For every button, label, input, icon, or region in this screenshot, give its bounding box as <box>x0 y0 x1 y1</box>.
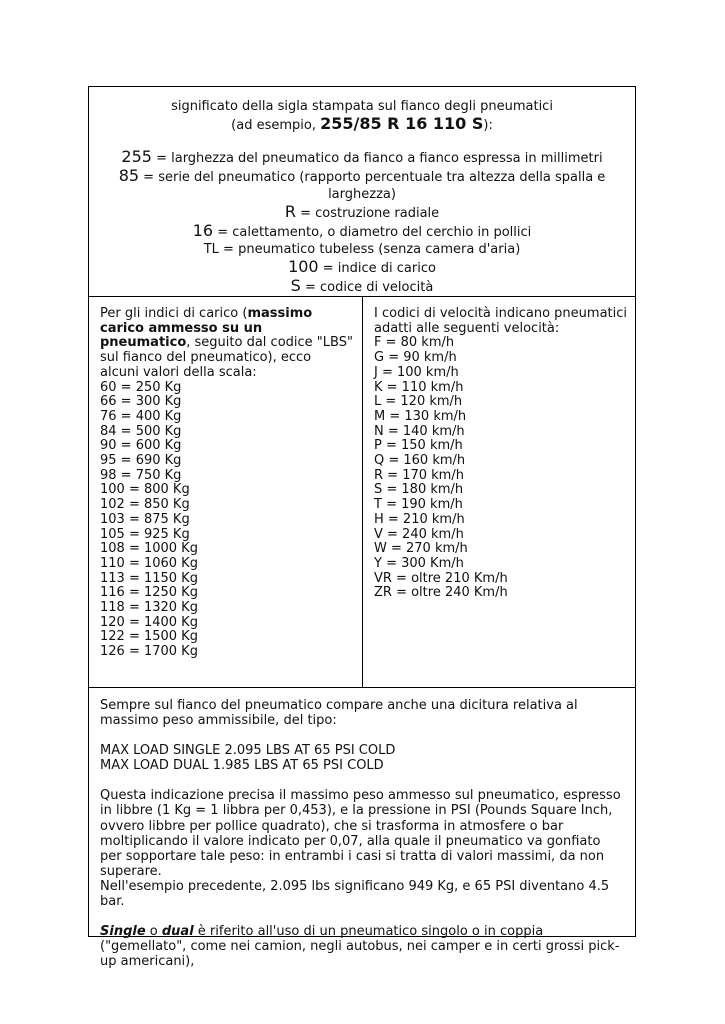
code: 16 <box>192 221 214 240</box>
single-dual-text: è riferito all'uso di un pneumatico singolo o in coppia ("gemellato", come nei camion, negli autobus, nei camper e in certi grossi pick-up americani), <box>100 924 620 970</box>
code: TL <box>203 242 219 257</box>
speed-code-column <box>363 297 635 687</box>
code: 100 <box>288 257 319 276</box>
speed-code-item: V = 240 km/h <box>374 526 464 542</box>
load-index-item: 108 = 1000 Kg <box>100 541 198 557</box>
load-index-item: 84 = 500 Kg <box>100 423 182 439</box>
header-example <box>89 115 635 134</box>
load-index-intro <box>100 307 354 381</box>
speed-code-item: VR = oltre 210 Km/h <box>374 570 508 586</box>
max-load-single: MAX LOAD SINGLE 2.095 LBS AT 65 PSI COLD <box>100 743 396 759</box>
header-title: significato della sigla stampata sul fianco degli pneumatici <box>171 99 553 114</box>
code-line-rim <box>89 222 635 241</box>
speed-code-item: R = 170 km/h <box>374 467 464 483</box>
code-meaning: = serie del pneumatico (rapporto percentuale tra altezza della spalla e larghezza) <box>139 170 606 202</box>
load-index-item: 76 = 400 Kg <box>100 408 182 424</box>
example-prefix: (ad esempio, <box>231 118 321 133</box>
single-term: Single <box>100 924 146 940</box>
load-intro-b: , seguito dal codice "LBS" sul fianco del pneumatico), ecco alcuni valori della scala: <box>100 335 353 380</box>
speed-code-item: G = 90 km/h <box>374 350 457 366</box>
speed-code-item: P = 150 km/h <box>374 438 463 454</box>
code-line-series <box>89 167 635 203</box>
speed-code-item: L = 120 km/h <box>374 394 463 410</box>
load-index-item: 110 = 1060 Kg <box>100 555 198 571</box>
max-load-intro: Sempre sul fianco del pneumatico compare anche una dicitura relativa al massimo peso ammissibile, del tipo: <box>100 698 578 729</box>
max-load-section <box>89 688 635 970</box>
document-frame <box>88 86 636 970</box>
speed-code-item: S = 180 km/h <box>374 482 464 498</box>
load-index-list <box>100 381 354 660</box>
load-index-item: 60 = 250 Kg <box>100 379 182 395</box>
speed-code-item: W = 270 km/h <box>374 541 468 557</box>
speed-code-item: ZR = oltre 240 Km/h <box>374 585 508 601</box>
load-index-item: 113 = 1150 Kg <box>100 570 198 586</box>
load-index-item: 95 = 690 Kg <box>100 453 182 469</box>
load-index-item: 126 = 1700 Kg <box>100 644 198 660</box>
code-meaning: = pneumatico tubeless (senza camera d'aria) <box>218 242 521 257</box>
load-index-item: 102 = 850 Kg <box>100 497 190 513</box>
max-load-dual: MAX LOAD DUAL 1.985 LBS AT 65 PSI COLD <box>100 758 384 774</box>
code-meaning: = costruzione radiale <box>295 206 440 221</box>
load-intro-bold: massimo carico ammesso su un pneumatico <box>100 306 313 351</box>
load-index-item: 116 = 1250 Kg <box>100 585 198 601</box>
index-tables <box>89 297 635 688</box>
speed-codes-intro: I codici di velocità indicano pneumatici adatti alle seguenti velocità: <box>374 306 628 336</box>
speed-code-item: H = 210 km/h <box>374 511 465 527</box>
code-meaning: = indice di carico <box>318 261 436 276</box>
max-load-explanation: Questa indicazione precisa il massimo peso ammesso sul pneumatico, espresso in libbre (1 Kg = 1 libbra per 0,453), e la pressione in PSI (Pounds Square Inch, ovvero libbre per pollice quadrato), che si trasforma in atmosfere o bar moltiplicando il valore indicato per 0,07, alla quale il pneumatico va gonfiato per sopportare tale peso: in entrambi i casi si tratta di valori massimi, da non superare. <box>100 788 621 879</box>
speed-code-item: N = 140 km/h <box>374 423 465 439</box>
code-line-load <box>89 258 635 277</box>
load-index-column <box>89 297 363 687</box>
speed-code-item: M = 130 km/h <box>374 408 467 424</box>
code-meaning: = calettamento, o diametro del cerchio in pollici <box>213 225 532 240</box>
code-line-speed <box>89 277 635 296</box>
code: S <box>290 276 301 295</box>
load-index-item: 105 = 925 Kg <box>100 526 190 542</box>
max-load-example: Nell'esempio precedente, 2.095 lbs significano 949 Kg, e 65 PSI diventano 4.5 bar. <box>100 878 610 910</box>
tire-code-header <box>89 87 635 297</box>
load-index-item: 118 = 1320 Kg <box>100 600 198 616</box>
speed-code-item: K = 110 km/h <box>374 379 464 395</box>
load-index-item: 103 = 875 Kg <box>100 511 190 527</box>
code-line-width <box>89 148 635 167</box>
code: 255 <box>121 147 152 166</box>
load-index-item: 100 = 800 Kg <box>100 482 190 498</box>
load-index-item: 98 = 750 Kg <box>100 467 182 483</box>
load-index-item: 66 = 300 Kg <box>100 394 182 410</box>
code-line-tubeless <box>89 241 635 258</box>
speed-code-item: F = 80 km/h <box>374 335 455 351</box>
code-line-construction <box>89 203 635 222</box>
dual-term: dual <box>161 924 194 940</box>
load-intro-a: Per gli indici di carico ( <box>100 306 248 321</box>
example-suffix: ): <box>483 118 493 133</box>
speed-code-list <box>374 336 627 601</box>
speed-code-item: J = 100 km/h <box>374 364 459 380</box>
load-index-item: 120 = 1400 Kg <box>100 614 198 630</box>
example-code: 255/85 R 16 110 S <box>320 114 484 133</box>
or-word: o <box>145 924 162 940</box>
load-index-item: 122 = 1500 Kg <box>100 629 198 645</box>
speed-code-item: T = 190 km/h <box>374 497 463 513</box>
speed-code-item: Q = 160 km/h <box>374 453 466 469</box>
code: R <box>284 202 296 221</box>
code-meaning: = larghezza del pneumatico da fianco a fianco espressa in millimetri <box>151 151 603 166</box>
load-index-item: 90 = 600 Kg <box>100 438 182 454</box>
code-meaning: = codice di velocità <box>300 280 434 295</box>
speed-code-item: Y = 300 Km/h <box>374 555 464 571</box>
code: 85 <box>118 166 140 185</box>
single-dual-paragraph <box>100 924 625 969</box>
